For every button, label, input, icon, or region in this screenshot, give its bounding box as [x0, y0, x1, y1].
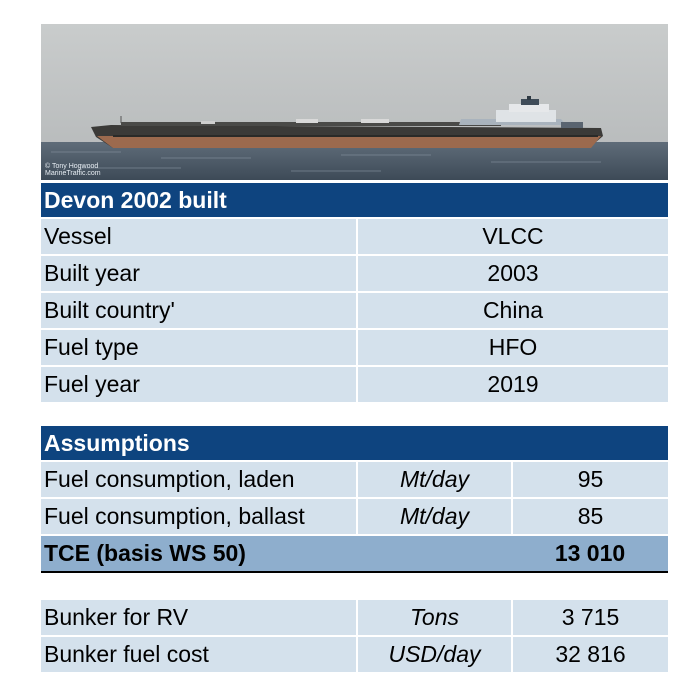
vessel-table-title: Devon 2002 built	[41, 183, 668, 218]
row-value: 32 816	[512, 636, 668, 673]
table-row	[41, 255, 668, 292]
tce-row	[41, 535, 668, 572]
row-label: Built year	[41, 255, 357, 292]
ship-image	[41, 24, 668, 180]
table-row	[41, 218, 668, 255]
photo-credit	[45, 163, 101, 177]
table-row	[41, 600, 668, 636]
row-value: China	[357, 292, 668, 329]
row-value: 2003	[357, 255, 668, 292]
row-label: Bunker for RV	[41, 600, 357, 636]
assumptions-table	[41, 426, 668, 573]
row-label: Fuel consumption, ballast	[41, 498, 357, 535]
row-value: VLCC	[357, 218, 668, 255]
row-value: 3 715	[512, 600, 668, 636]
row-unit: USD/day	[357, 636, 512, 673]
row-label: Bunker fuel cost	[41, 636, 357, 673]
row-value: 85	[512, 498, 668, 535]
tce-value: 13 010	[512, 535, 668, 572]
table-row	[41, 461, 668, 498]
assumptions-table-title: Assumptions	[41, 426, 668, 461]
row-unit: Tons	[357, 600, 512, 636]
row-value: HFO	[357, 329, 668, 366]
row-unit: Mt/day	[357, 498, 512, 535]
row-label: Fuel consumption, laden	[41, 461, 357, 498]
photo-credit-line1: © Tony Hogwood	[45, 163, 99, 170]
table-row	[41, 366, 668, 403]
row-label: Fuel year	[41, 366, 357, 403]
vessel-table	[41, 183, 668, 404]
assumptions-table-header	[41, 426, 668, 461]
row-value: 95	[512, 461, 668, 498]
row-value: 2019	[357, 366, 668, 403]
row-unit: Mt/day	[357, 461, 512, 498]
photo-credit-line2: MarineTraffic.com	[45, 170, 101, 177]
bunker-table	[41, 600, 668, 674]
ship-photo	[41, 24, 668, 180]
table-row	[41, 329, 668, 366]
vessel-table-header	[41, 183, 668, 218]
table-row	[41, 292, 668, 329]
row-label: Vessel	[41, 218, 357, 255]
row-label: Fuel type	[41, 329, 357, 366]
table-row	[41, 636, 668, 673]
table-row	[41, 498, 668, 535]
row-label: Built country'	[41, 292, 357, 329]
tce-label: TCE (basis WS 50)	[41, 535, 512, 572]
